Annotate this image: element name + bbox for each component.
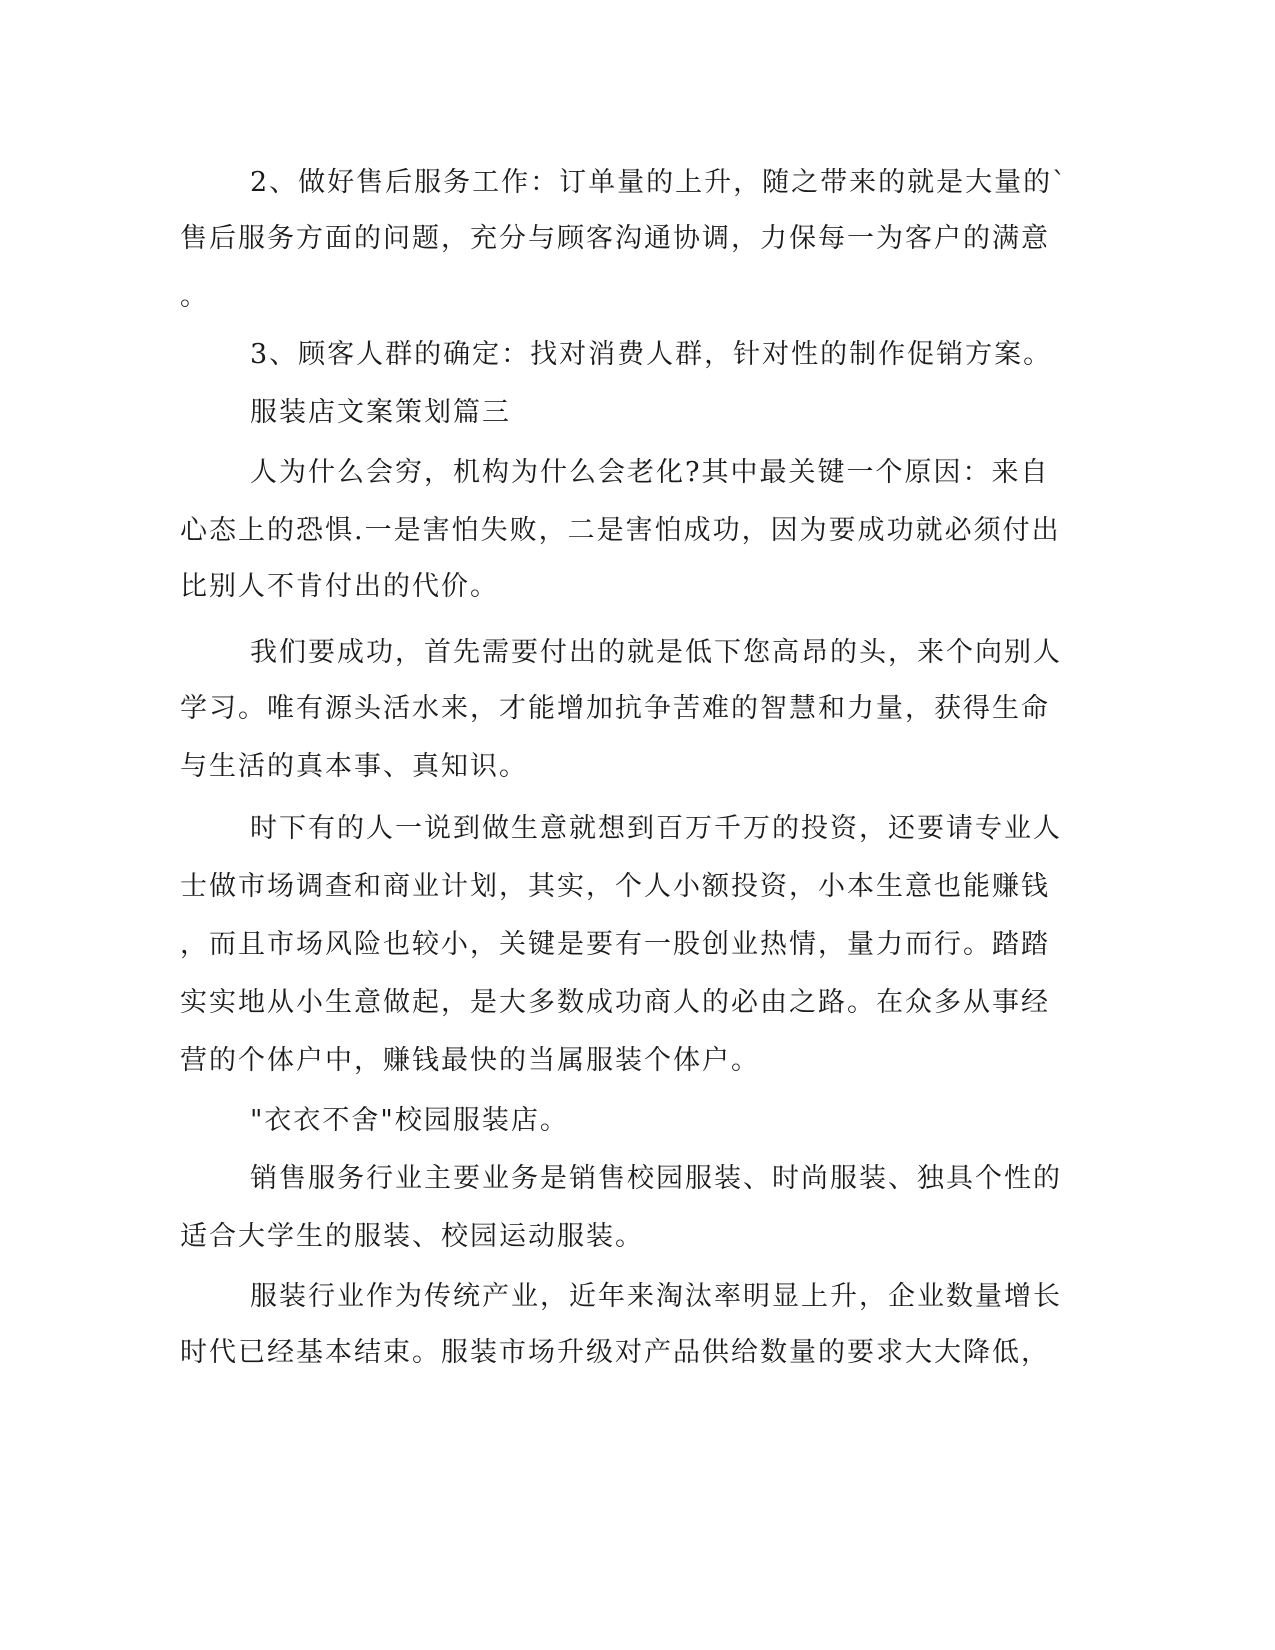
text-line: 营的个体户中，赚钱最快的当属服装个体户。 <box>180 1045 760 1076</box>
text-line: "衣衣不舍"校园服装店。 <box>250 1105 569 1136</box>
text-line: 比别人不肯付出的代价。 <box>180 571 499 602</box>
text-line: 时下有的人一说到做生意就想到百万千万的投资，还要请专业人 <box>250 813 1062 844</box>
text-line: 2、做好售后服务工作：订单量的上升，随之带来的就是大量的` <box>250 167 1068 198</box>
text-line: 实实地从小生意做起，是大多数成功商人的必由之路。在众多从事经 <box>180 987 1050 1018</box>
text-line: 适合大学生的服装、校园运动服装。 <box>180 1221 644 1252</box>
text-line: ，而且市场风险也较小，关键是要有一股创业热情，量力而行。踏踏 <box>180 929 1050 960</box>
text-line: 销售服务行业主要业务是销售校园服装、时尚服装、独具个性的 <box>250 1163 1062 1194</box>
text-line: 心态上的恐惧.一是害怕失败，二是害怕成功，因为要成功就必须付出 <box>180 515 1061 546</box>
text-line: 学习。唯有源头活水来，才能增加抗争苦难的智慧和力量，获得生命 <box>180 693 1050 724</box>
text-line: 与生活的真本事、真知识。 <box>180 751 528 782</box>
section-heading: 服装店文案策划篇三 <box>250 397 511 428</box>
text-line: 我们要成功，首先需要付出的就是低下您高昂的头，来个向别人 <box>250 637 1062 668</box>
text-line: 时代已经基本结束。服装市场升级对产品供给数量的要求大大降低， <box>180 1337 1050 1368</box>
text-line: 人为什么会穷，机构为什么会老化?其中最关键一个原因：来自 <box>250 457 1050 488</box>
text-line: 3、顾客人群的确定：找对消费人群，针对性的制作促销方案。 <box>250 339 1053 370</box>
text-line: 。 <box>180 281 209 312</box>
text-line: 售后服务方面的问题，充分与顾客沟通协调，力保每一为客户的满意 <box>180 223 1050 254</box>
text-line: 士做市场调查和商业计划，其实，个人小额投资，小本生意也能赚钱 <box>180 871 1050 902</box>
text-line: 服装行业作为传统产业，近年来淘汰率明显上升，企业数量增长 <box>250 1281 1062 1312</box>
